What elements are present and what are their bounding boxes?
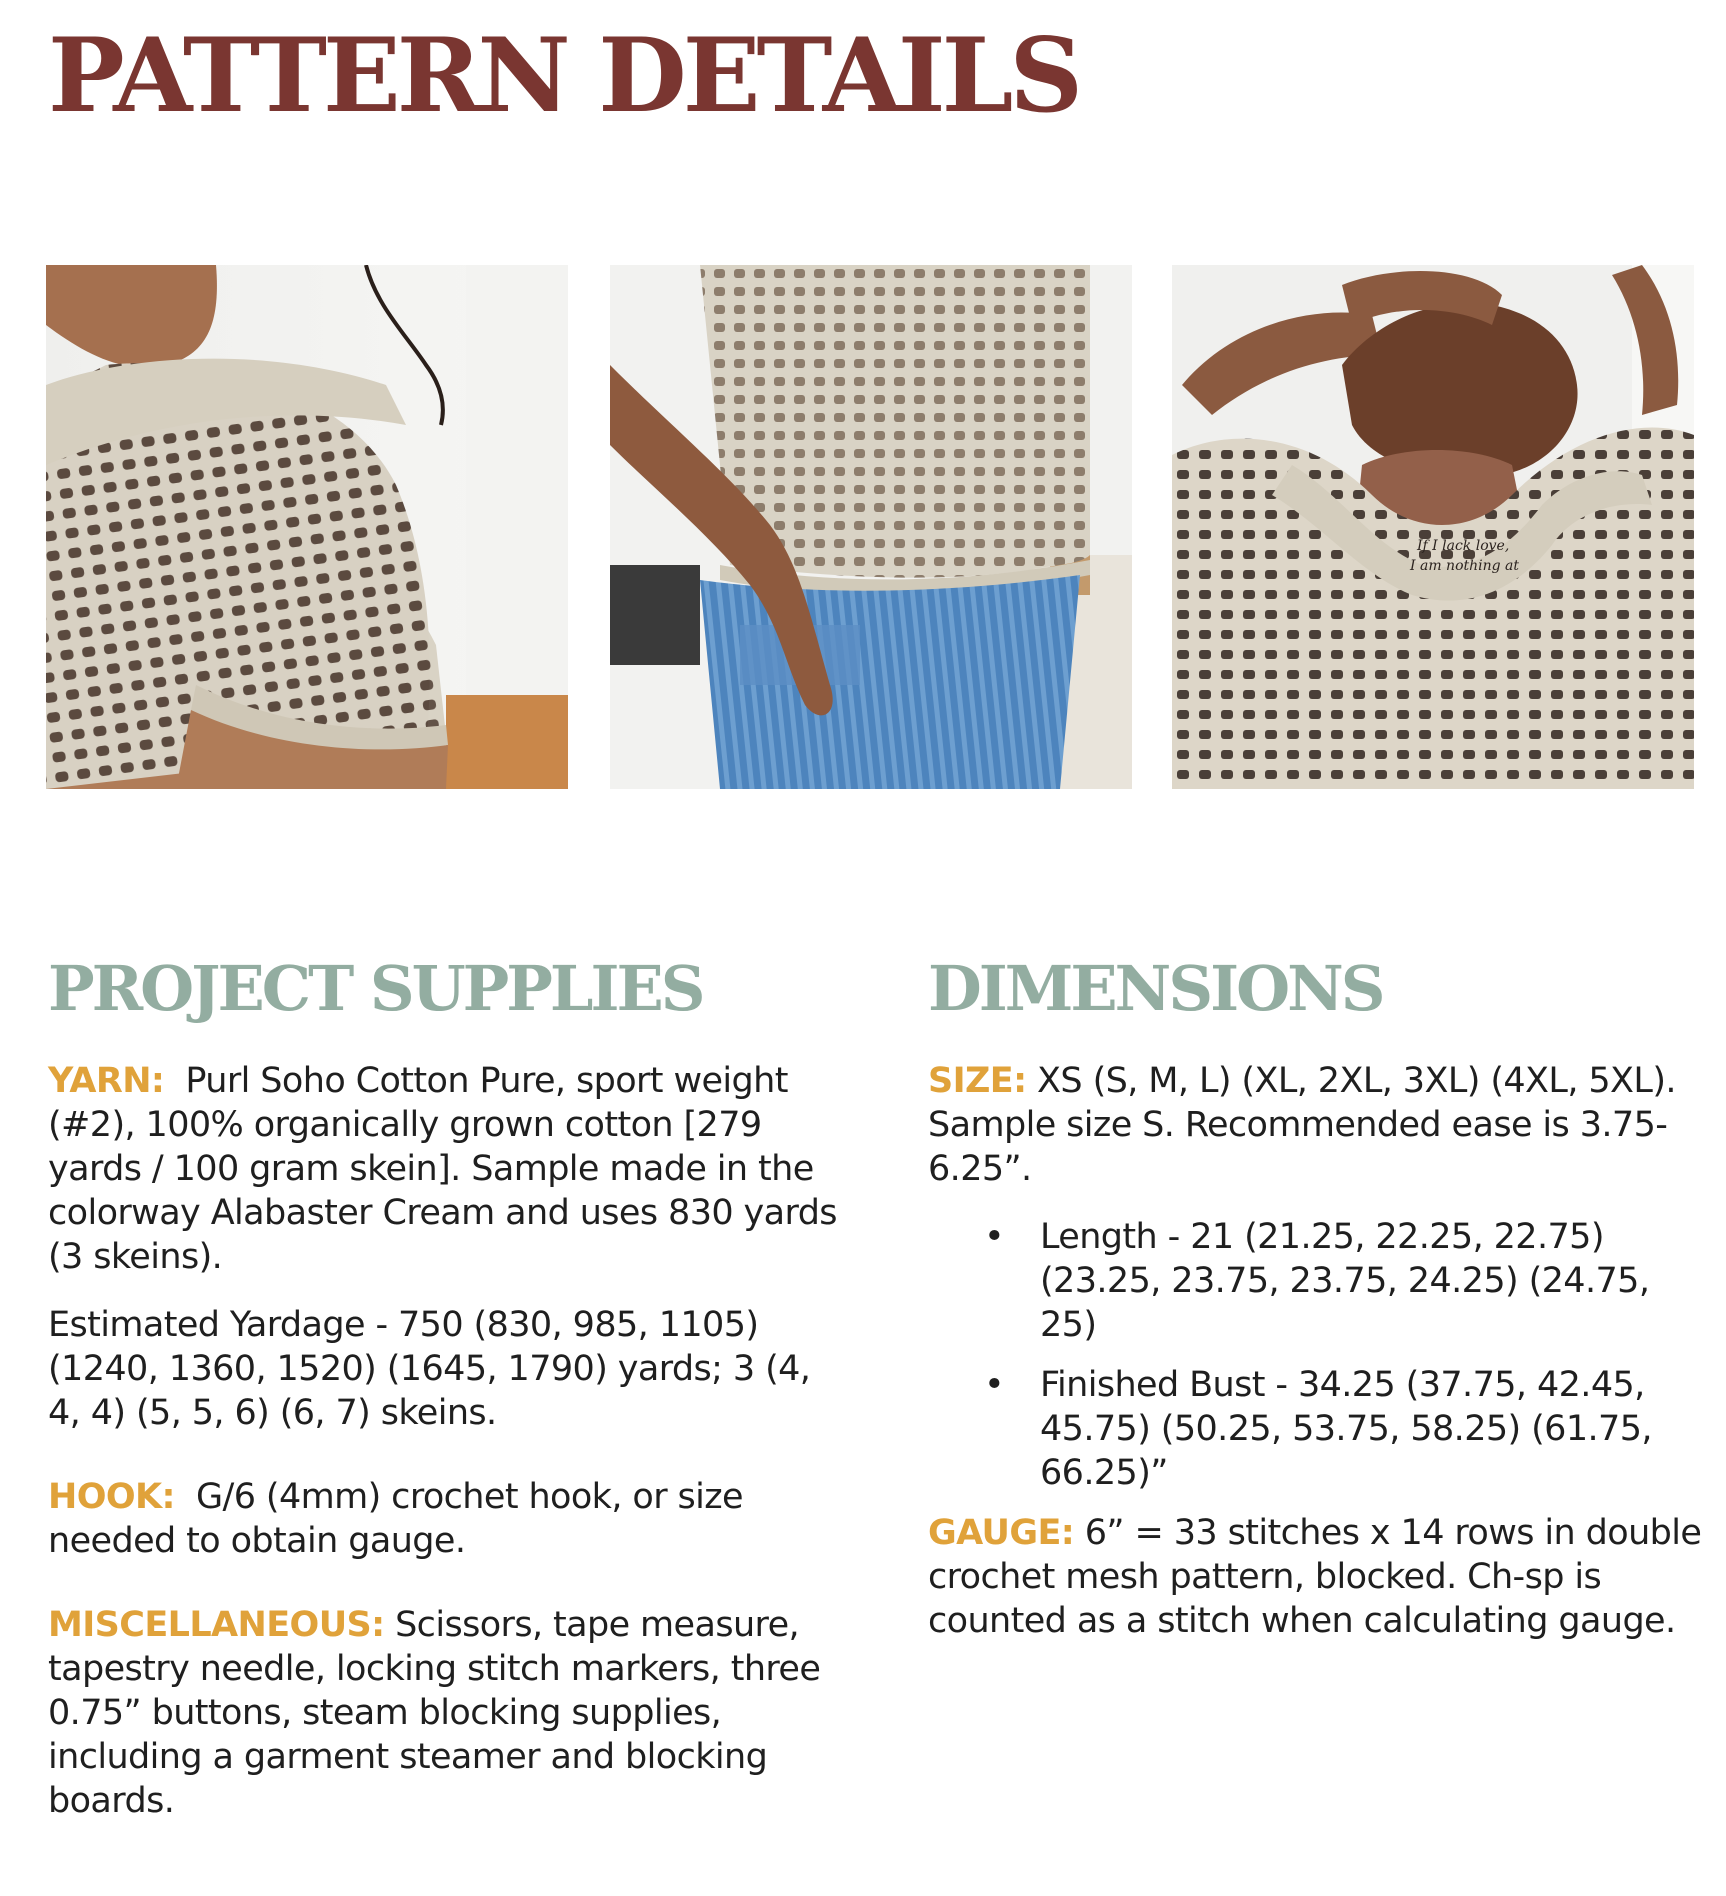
- length-text: Length - 21 (21.25, 22.25, 22.75) (23.25, 23.75, 23.75, 24.25) (24.75, 25): [1040, 1217, 1650, 1346]
- page-title: PATTERN DETAILS: [48, 16, 1080, 136]
- project-supplies-section: [48, 952, 838, 1847]
- bullet-icon: •: [984, 1365, 1005, 1406]
- svg-text:I am nothing at: I am nothing at: [1410, 558, 1520, 574]
- size-text: XS (S, M, L) (XL, 2XL, 3XL) (4XL, 5XL). Sample size S. Recommended ease is 3.75-6.25”.: [928, 1061, 1676, 1190]
- hook-label: HOOK:: [48, 1477, 175, 1518]
- size-label: SIZE:: [928, 1061, 1027, 1102]
- bust-text: Finished Bust - 34.25 (37.75, 42.45, 45.75) (50.25, 53.75, 58.25) (61.75, 66.25)”: [1040, 1365, 1652, 1494]
- dimensions-heading: DIMENSIONS: [928, 952, 1383, 1025]
- bullet-icon: •: [984, 1217, 1005, 1258]
- yarn-label: YARN:: [48, 1061, 165, 1102]
- measurement-list: [928, 1215, 1708, 1495]
- hook-paragraph: [48, 1475, 838, 1563]
- gauge-label: GAUGE:: [928, 1513, 1075, 1554]
- size-paragraph: [928, 1059, 1708, 1191]
- yarn-text: Purl Soho Cotton Pure, sport weight (#2), 100% organically grown cotton [279 yards / 100 gram skein]. Sample made in the colorway Alabaster Cream and uses 830 yards (3 skeins).: [48, 1061, 837, 1278]
- gauge-paragraph: [928, 1511, 1708, 1643]
- misc-label: MISCELLANEOUS:: [48, 1605, 385, 1646]
- photo-shoulder-sleeve: [46, 265, 568, 789]
- misc-paragraph: [48, 1603, 838, 1823]
- photo-hem-jeans: [610, 265, 1132, 789]
- list-item: [928, 1215, 1708, 1347]
- yardage-paragraph: Estimated Yardage - 750 (830, 985, 1105) (1240, 1360, 1520) (1645, 1790) yards; 3 (4, 4, 4) (5, 5, 6) (6, 7) skeins.: [48, 1305, 811, 1434]
- svg-text:If I lack love,: If I lack love,: [1417, 538, 1510, 554]
- list-item: [928, 1363, 1708, 1495]
- yarn-paragraph: [48, 1059, 838, 1279]
- misc-text: Scissors, tape measure, tapestry needle, locking stitch markers, three 0.75” buttons, steam blocking supplies, including a garment steamer and blocking boards.: [48, 1605, 821, 1822]
- gauge-text: 6” = 33 stitches x 14 rows in double crochet mesh pattern, blocked. Ch-sp is counted as a stitch when calculating gauge.: [928, 1513, 1702, 1642]
- project-supplies-heading: PROJECT SUPPLIES: [48, 952, 703, 1025]
- hook-text: G/6 (4mm) crochet hook, or size needed to obtain gauge.: [48, 1477, 743, 1562]
- photo-back-collar: [1172, 265, 1694, 789]
- dimensions-section: [928, 952, 1708, 1667]
